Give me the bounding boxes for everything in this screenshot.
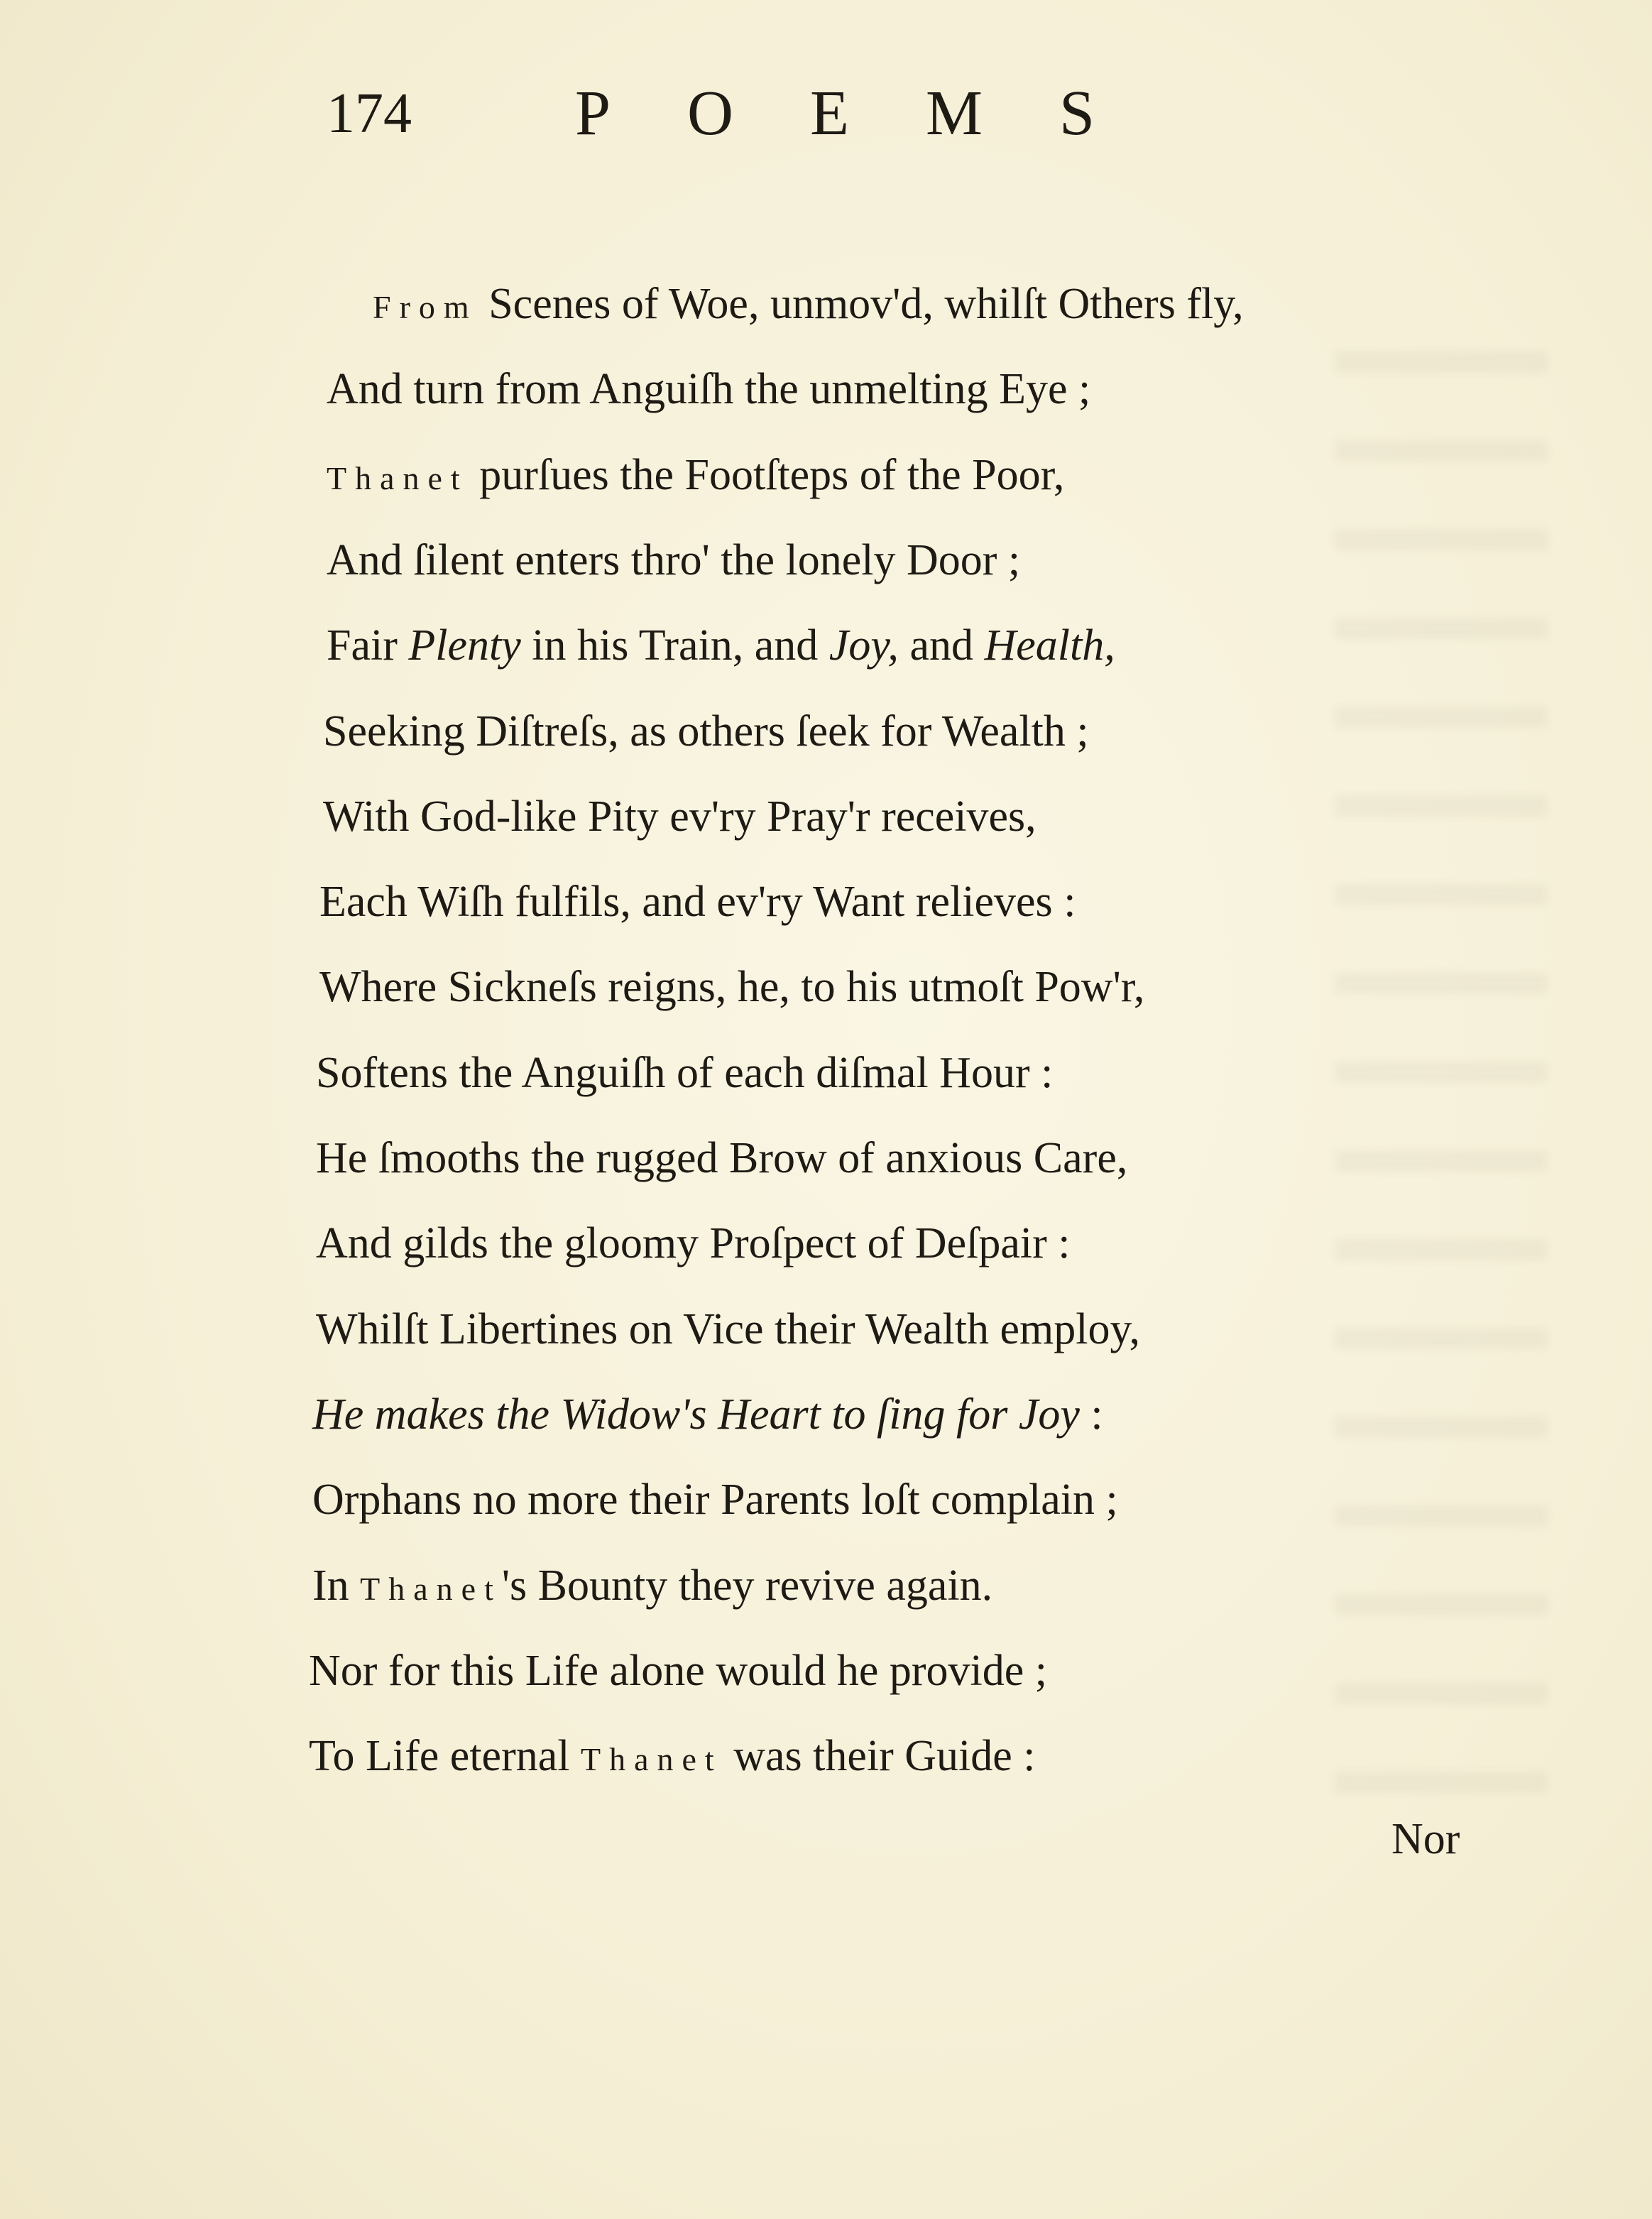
poem-line — [323, 788, 1036, 845]
poem-line-segment: Joy, — [828, 621, 899, 670]
poem-line-segment: Whilſt Libertines on Vice their Wealth employ, — [316, 1305, 1140, 1353]
poem-line — [316, 1130, 1127, 1187]
poem-line-segment: He makes the Widow's Heart to ſing for Joy — [312, 1390, 1080, 1439]
poem-line — [319, 959, 1144, 1015]
poem-line — [319, 873, 1076, 930]
poem-line-segment: Thanet — [580, 1741, 723, 1777]
poem-line-segment: To Life eternal — [309, 1732, 581, 1780]
poem-line-segment: And ſilent enters thro' the lonely Door ; — [327, 536, 1021, 584]
page-number: 174 — [327, 82, 412, 145]
running-title: POEMS — [575, 78, 1172, 148]
poem-line-segment: Plenty — [408, 621, 521, 670]
poem-line-segment: 's Bounty they revive again. — [501, 1561, 993, 1610]
poem-line-segment: Health, — [984, 621, 1115, 670]
poem-line — [316, 1301, 1140, 1358]
poem-line-segment: Thanet — [327, 460, 469, 496]
poem-line-segment: In — [312, 1561, 361, 1610]
poem-line — [312, 1386, 1103, 1443]
poem-line — [323, 703, 1089, 760]
poem-line — [327, 361, 1090, 418]
poem-line-segment: With God-like Pity ev'ry Pray'r receives, — [323, 792, 1036, 841]
poem-line — [316, 1045, 1053, 1101]
poem-line-segment: Nor for this Life alone would he provide ; — [309, 1647, 1047, 1695]
poem-line-segment: was their Guide : — [722, 1732, 1036, 1780]
poem-line — [312, 1471, 1118, 1528]
poem-line — [309, 1642, 1047, 1699]
catchword: Nor — [1391, 1815, 1460, 1863]
poem-line-segment: Orphans no more their Parents loſt complain ; — [312, 1476, 1118, 1524]
poem-line — [327, 447, 1064, 503]
poem-line — [309, 1728, 1035, 1784]
poem-line-segment: Scenes of Woe, unmov'd, whilſt Others fly, — [477, 280, 1244, 328]
poem-line-segment: Softens the Anguiſh of each diſmal Hour : — [316, 1049, 1054, 1097]
poem-line-segment: He ſmooths the rugged Brow of anxious Care, — [316, 1134, 1128, 1182]
poem-line-segment: Thanet — [360, 1571, 502, 1607]
poem-line-segment: And gilds the gloomy Proſpect of Deſpair : — [316, 1219, 1071, 1267]
poem-line-segment: Fair — [327, 621, 409, 670]
poem-line — [327, 532, 1020, 589]
poem-line-segment: Seeking Diſtreſs, as others ſeek for Wealth ; — [323, 707, 1089, 756]
poem-line-segment: From — [373, 289, 478, 325]
poem-line — [316, 1215, 1070, 1272]
poem-line-segment: in his Train, and — [520, 621, 829, 670]
poem-line-segment: Where Sickneſs reigns, he, to his utmoſt Pow'r, — [319, 963, 1145, 1011]
poem-line-segment: purſues the Footſteps of the Poor, — [468, 451, 1065, 499]
poem-line — [312, 1557, 992, 1614]
poem-line-segment: and — [898, 621, 985, 670]
poem-line — [373, 276, 1244, 332]
poem-line-segment: : — [1079, 1390, 1103, 1439]
poem-line — [327, 617, 1115, 674]
poem-line-segment: And turn from Anguiſh the unmelting Eye ; — [327, 365, 1091, 413]
poem-line-segment: Each Wiſh fulfils, and ev'ry Want relieves : — [319, 878, 1076, 926]
